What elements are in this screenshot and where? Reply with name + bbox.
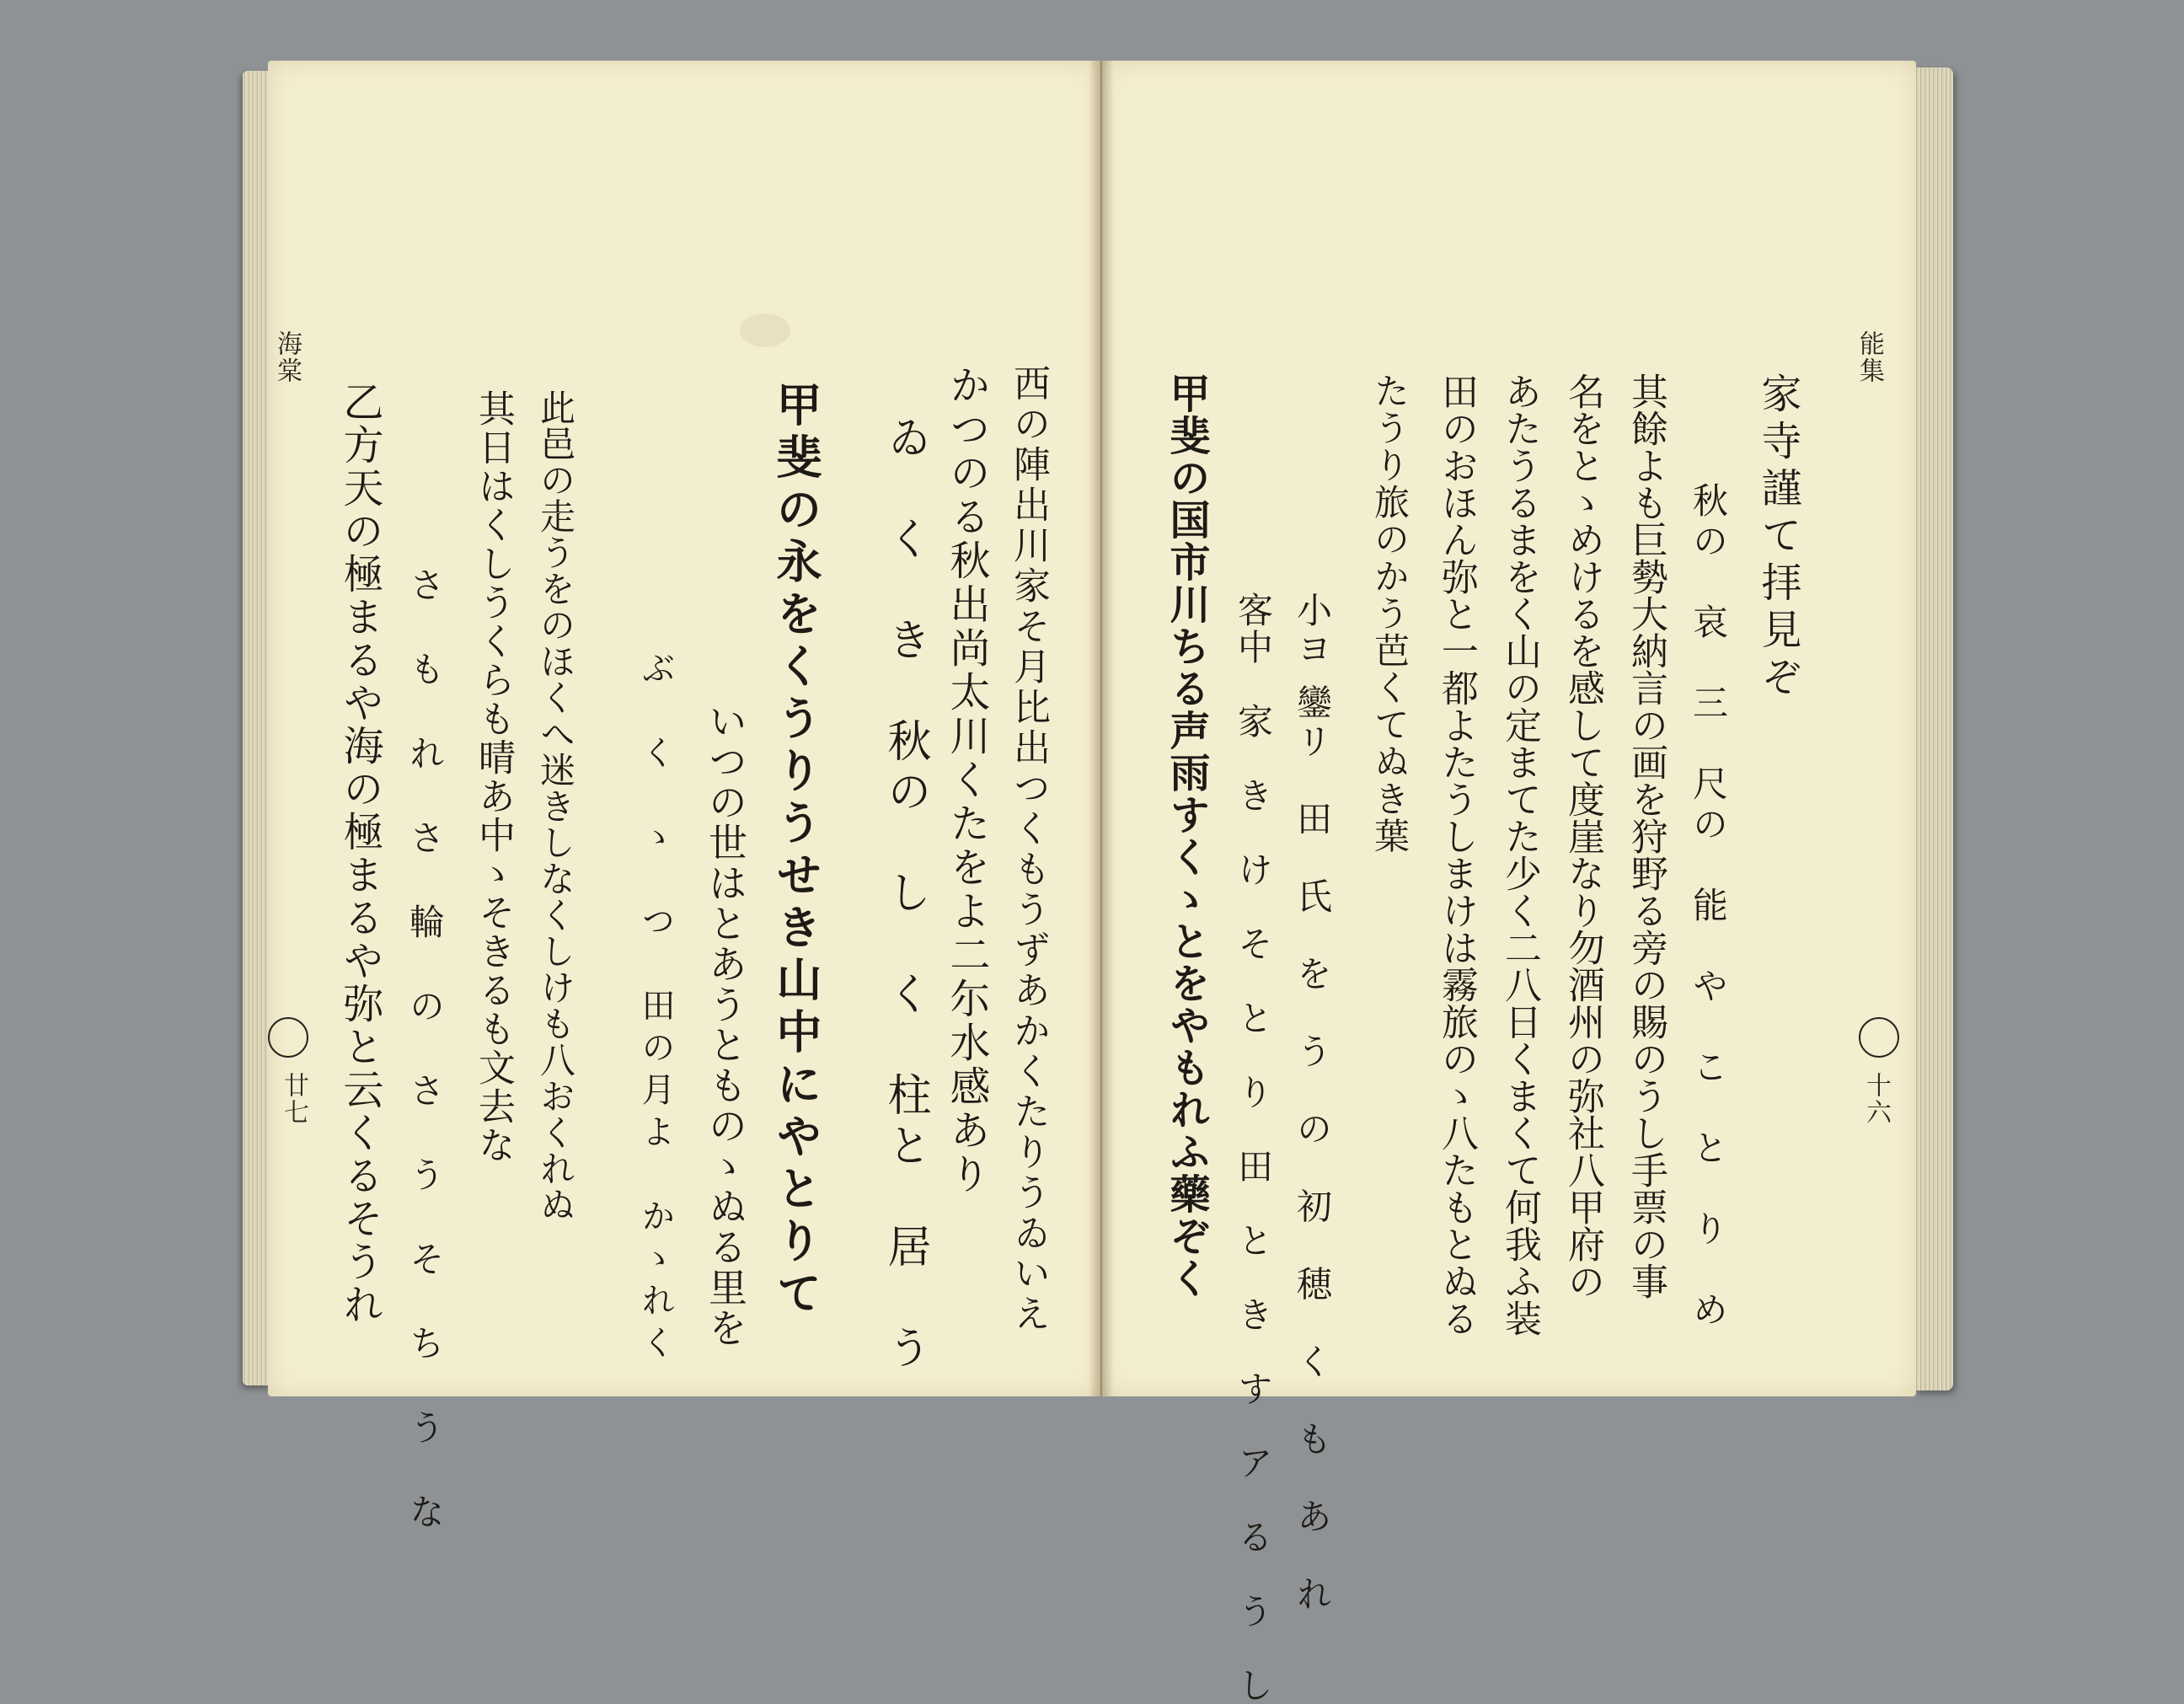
right-text-column-6: 田のおほん弥と一都よたうしまけは霧旅のゝ八たもとぬる	[1435, 372, 1478, 1337]
page-number-ring	[1859, 1017, 1899, 1058]
right-text-column-10: 甲斐の国市川ちる声雨すくゝとをやもれふ藥ぞく	[1163, 372, 1210, 1299]
left-text-column-7: 此邑の走うをのほくへ迷きしなくしけも八おくれぬ	[535, 389, 576, 1223]
right-text-column-4: 名をとゝめけるを感して度崖なり勿酒州の弥社八甲府の	[1561, 372, 1604, 1299]
left-page-number: 廿七	[279, 1072, 308, 1126]
left-text-column-2: かつのる秋出尚太川くたをよ二尓水感あり	[943, 364, 990, 1197]
right-page	[1100, 61, 1916, 1704]
page-number-ring	[268, 1017, 308, 1058]
right-margin-title: 能集	[1855, 330, 1884, 384]
right-page-number: 十六	[1861, 1072, 1891, 1126]
left-text-column-1: 西の陣出川家そ月比出つくもうずあかくたりうゐいえ	[1007, 364, 1050, 1335]
left-text-column-6: ぶ く ゝ つ 田の月よ かゝれく	[636, 651, 675, 1367]
left-text-column-8: 其日はくしうくらも晴あ中ゝそきるも文去な	[472, 389, 515, 1165]
open-book	[243, 61, 1953, 1704]
left-page	[268, 61, 1100, 1535]
page-edges-right	[1914, 67, 1953, 1391]
right-text-column-2: 秋の 哀 三 尺の 能 や こ と り め	[1688, 482, 1729, 1332]
right-text-column-8: 小ヨ 鑾リ 田 氏 を う の 初 穂 く も あ れ	[1292, 592, 1333, 1615]
left-text-column-3: ゐ く き 秋の し く 柱と 居 う	[880, 415, 930, 1375]
paper-stain	[740, 313, 790, 347]
left-margin-title: 海棠	[272, 330, 302, 384]
right-text-column-9: 客中 家 き け そ と り 田 と き す ア る う し	[1233, 592, 1274, 1704]
right-text-column-7: たうり旅のかう芭くてぬき葉	[1369, 372, 1410, 855]
page-edges-left	[243, 71, 271, 1385]
left-text-column-4: 甲斐の永をくうりうせき山中にやとりて	[769, 381, 823, 1321]
left-text-column-9: さ も れ さ 輪 の さ う そ ち う な	[404, 566, 446, 1535]
right-text-column-3: 其餘よも巨勢大納言の画を狩野る旁の賜のうし手票の事	[1625, 372, 1667, 1299]
left-text-column-5: いつの世はとあうとものゝぬる里を	[703, 701, 748, 1348]
left-text-column-10: 乙方天の極まるや海の極まるや弥と云くるそうれ	[336, 381, 383, 1326]
right-text-column-1: 家寺謹て拝見ぞ	[1754, 372, 1801, 703]
right-text-column-5: あたうるまをく山の定まてた少く二八日くまくて何我ふ装	[1498, 372, 1541, 1337]
book-gutter	[1089, 61, 1114, 1396]
